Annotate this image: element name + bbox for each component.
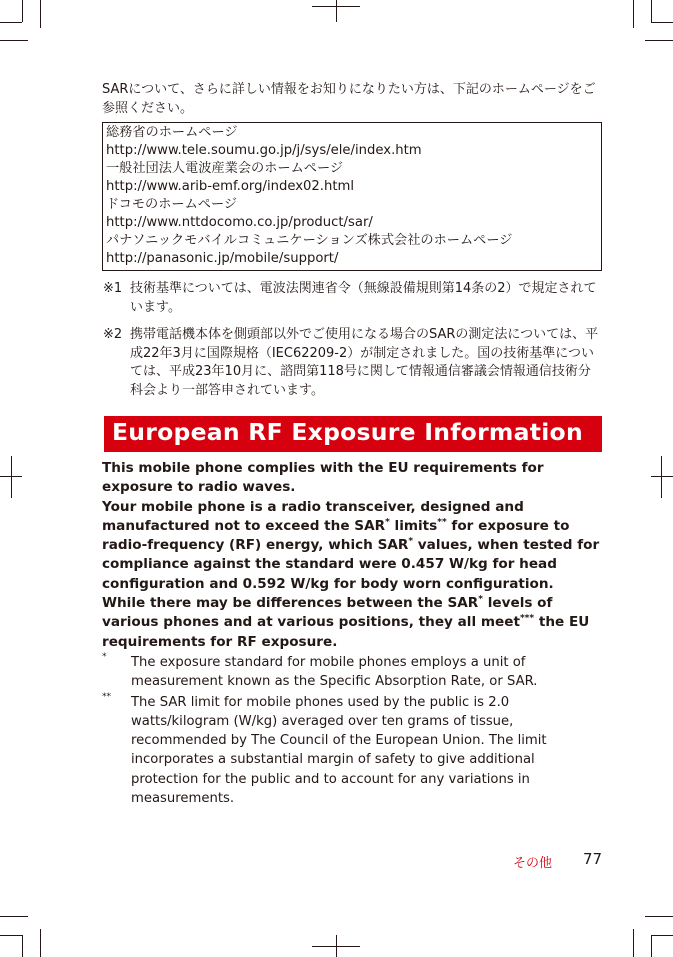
footnote-1 bbox=[102, 653, 602, 692]
link-box-line: http://panasonic.jp/mobile/support/ bbox=[106, 251, 339, 266]
reference-links-box bbox=[102, 122, 602, 271]
link-box-line: 一般社団法人電波産業会のホームページ bbox=[106, 161, 344, 176]
note-1 bbox=[102, 280, 602, 317]
note-2 bbox=[102, 326, 602, 400]
footnote-ref: *** bbox=[519, 613, 535, 624]
note-mark: ※2 bbox=[103, 327, 123, 342]
footnote-text: The exposure standard for mobile phones employs a unit of measurement known as the Specific Absorption Rate, or SAR. bbox=[131, 654, 538, 690]
link-box-line: パナソニックモバイルコミュニケーションズ株式会社のホームページ bbox=[106, 233, 513, 248]
footnote-ref: * bbox=[408, 536, 414, 547]
link-box-line: ドコモのホームページ bbox=[106, 197, 238, 212]
link-box-line: 総務省のホームページ bbox=[106, 125, 238, 140]
rf-exposure-statement bbox=[102, 459, 602, 652]
link-box-line: http://www.nttdocomo.co.jp/product/sar/ bbox=[106, 215, 373, 230]
footnote-ref: * bbox=[385, 517, 390, 528]
footnote-mark: * bbox=[102, 651, 107, 662]
note-mark: ※1 bbox=[103, 281, 123, 296]
statement-paragraph: While there may be differences between the SAR* levels of various phones and at various positions, they all meet*** the EU requirements for RF exposure. bbox=[102, 594, 590, 650]
page-content bbox=[102, 80, 602, 808]
note-text: 携帯電話機本体を側頭部以外でご使用になる場合のSARの測定法については、平成22年3月に国際規格（IEC62209-2）が制定されました。国の技術基準については、平成23年10月に、諮問第118号に関して情報通信審議会情報通信技術分科会より一部答申されています。 bbox=[130, 327, 599, 398]
footnote-ref: ** bbox=[437, 517, 447, 528]
footnote-mark: ** bbox=[102, 691, 111, 702]
intro-paragraph: SARについて、さらに詳しい情報をお知りになりたい方は、下記のホームページをご参照ください。 bbox=[102, 82, 596, 116]
section-title: European RF Exposure Information bbox=[112, 418, 583, 446]
section-heading-banner bbox=[102, 416, 602, 452]
note-text: 技術基準については、電波法関連省令（無線設備規則第14条の2）で規定されています。 bbox=[130, 281, 597, 315]
link-box-line: http://www.tele.soumu.go.jp/j/sys/ele/index.htm bbox=[106, 143, 422, 158]
link-box-line: http://www.arib-emf.org/index02.html bbox=[106, 179, 355, 194]
footnote-2 bbox=[102, 693, 602, 809]
footnote-ref: * bbox=[478, 594, 483, 605]
footnote-text: The SAR limit for mobile phones used by the public is 2.0 watts/kilogram (W/kg) averaged over ten grams of tissue, recommended by The Council of the European Union. The limit incorporates a substantial margin of safety to give additional protection for the public and to account for any variations in measurements. bbox=[131, 694, 547, 807]
statement-paragraph: Your mobile phone is a radio transceiver, designed and manufactured not to exceed the SAR* limits** for exposure to radio-frequency (RF) energy, which SAR* values, when tested for compliance against the standard were 0.457 W/kg for head configuration and 0.592 W/kg for body worn configuration. bbox=[102, 498, 600, 592]
footer-section-label: その他 bbox=[513, 856, 553, 871]
page-number: 77 bbox=[583, 850, 603, 868]
statement-paragraph: This mobile phone complies with the EU requirements for exposure to radio waves. bbox=[102, 460, 544, 496]
